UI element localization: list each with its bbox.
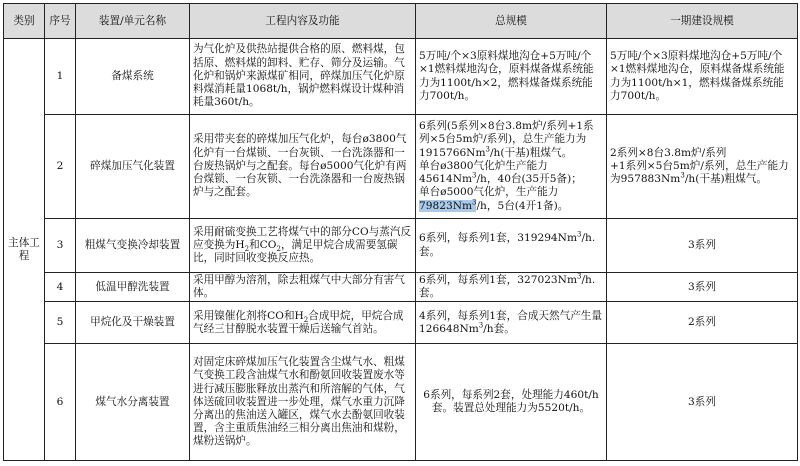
row-content: 采用带夹套的碎煤加压气化炉，每台ø3800气化炉有一台煤锁、一台灰锁、一台洗涤器和一台废热锅炉与之配套。每台ø5000气化炉有两台煤锁、一台灰锁、一台洗涤器和一台废热锅炉与之配套。: [190, 115, 416, 219]
row-phase1: 5万吨/个×3原料煤地沟仓+5万吨/个×1燃料煤地沟仓，原料煤备煤系统能力为1100t/h×1，燃料煤备煤系统能力700t/h。: [607, 39, 798, 115]
row-content: 为气化炉及供热站提供合格的原、燃料煤，包括原、燃料煤的卸料、贮存、筛分及运输。气化炉和锅炉来源煤矿相同，碎煤加压气化炉原料煤消耗量1068t/h，锅炉燃料煤设计煤种消耗量360t/h。: [190, 39, 416, 115]
table-row: [4, 273, 798, 302]
row-phase1: 3系列: [607, 273, 798, 302]
category-cell: 主体工程: [4, 39, 45, 461]
header-category: 类别: [4, 4, 45, 39]
engineering-scope-table: [3, 3, 798, 461]
header-row: [4, 4, 798, 39]
row-name: 备煤系统: [76, 39, 190, 115]
table-row: [4, 302, 798, 344]
table-row: [4, 344, 798, 461]
row-content: 对固定床碎煤加压气化装置含尘煤气水、粗煤气变换工段含油煤气水和酚氨回收装置废水等进行减压膨胀释放出蒸汽和所溶解的气体，气体送硫回收装置进一步处理，煤气水重力沉降分离出的焦油送入罐区，煤气水去酚氨回收装置，含主重质焦油经三相分离出焦油和煤粉，煤粉送锅炉。: [190, 344, 416, 461]
row-phase1: 2系列×8台3.8m炉/系列 +1系列×5台5m炉/系列，总生产能力为957883Nm$^3$/h(干基)粗煤气。: [607, 115, 798, 219]
row-total: 4系列，每系列1套，合成天然气产生量126648Nm$^3$/h套。: [416, 302, 607, 344]
header-content: 工程内容及功能: [190, 4, 416, 39]
row-name: 低温甲醇洗装置: [76, 273, 190, 302]
row-seq: 2: [45, 115, 76, 219]
row-content: 采用耐硫变换工艺将煤气中的部分CO与蒸汽反应变换为$H_2$和$CO_2$，满足甲烷合成需要氢碳比，同时回收变换反应热。: [190, 219, 416, 273]
row-seq: 4: [45, 273, 76, 302]
row-phase1: 3系列: [607, 219, 798, 273]
table-row: [4, 39, 798, 115]
row-content: 采用甲醇为溶剂，除去粗煤气中大部分有害气体。: [190, 273, 416, 302]
row-name: 粗煤气变换冷却装置: [76, 219, 190, 273]
row-total: 6系列(5系列×8台3.8m炉/系列+1系列×5台5m炉/系列)，总生产能力为1915766Nm$^3$/h(干基)粗煤气。 单台ø3800气化炉生产能力45614Nm$^3$/h，40台(35开5备)； 单台ø5000气化炉，生产能力 79823Nm$^3$/h，5台(4开1备)。: [416, 115, 607, 219]
row-name: 甲烷化及干燥装置: [76, 302, 190, 344]
row-total: 6系列，每系列1套，327023Nm$^3$/h.套。: [416, 273, 607, 302]
table-row: [4, 219, 798, 273]
row-phase1: 3系列: [607, 344, 798, 461]
table-row: [4, 115, 798, 219]
row-seq: 5: [45, 302, 76, 344]
header-total-scale: 总规模: [416, 4, 607, 39]
header-unit-name: 装置/单元名称: [76, 4, 190, 39]
row-total: 6系列，每系列2套，处理能力460t/h套。装置总处理能力为5520t/h。: [416, 344, 607, 461]
row-seq: 6: [45, 344, 76, 461]
row-seq: 3: [45, 219, 76, 273]
row-content: 采用镍催化剂将CO和$H_2$合成甲烷，甲烷合成气经三甘醇脱水装置干燥后送输气首站。: [190, 302, 416, 344]
highlighted-value: 79823Nm$^3$: [419, 197, 477, 212]
header-phase1-scale: 一期建设规模: [607, 4, 798, 39]
row-total: 5万吨/个×3原料煤地沟仓+5万吨/个×1燃料煤地沟仓，原料煤备煤系统能力为1100t/h×2，燃料煤备煤系统能力700t/h。: [416, 39, 607, 115]
row-total: 6系列，每系列1套，319294Nm$^3$/h.套。: [416, 219, 607, 273]
row-name: 碎煤加压气化装置: [76, 115, 190, 219]
row-phase1: 2系列: [607, 302, 798, 344]
header-seq: 序号: [45, 4, 76, 39]
row-seq: 1: [45, 39, 76, 115]
row-name: 煤气水分离装置: [76, 344, 190, 461]
